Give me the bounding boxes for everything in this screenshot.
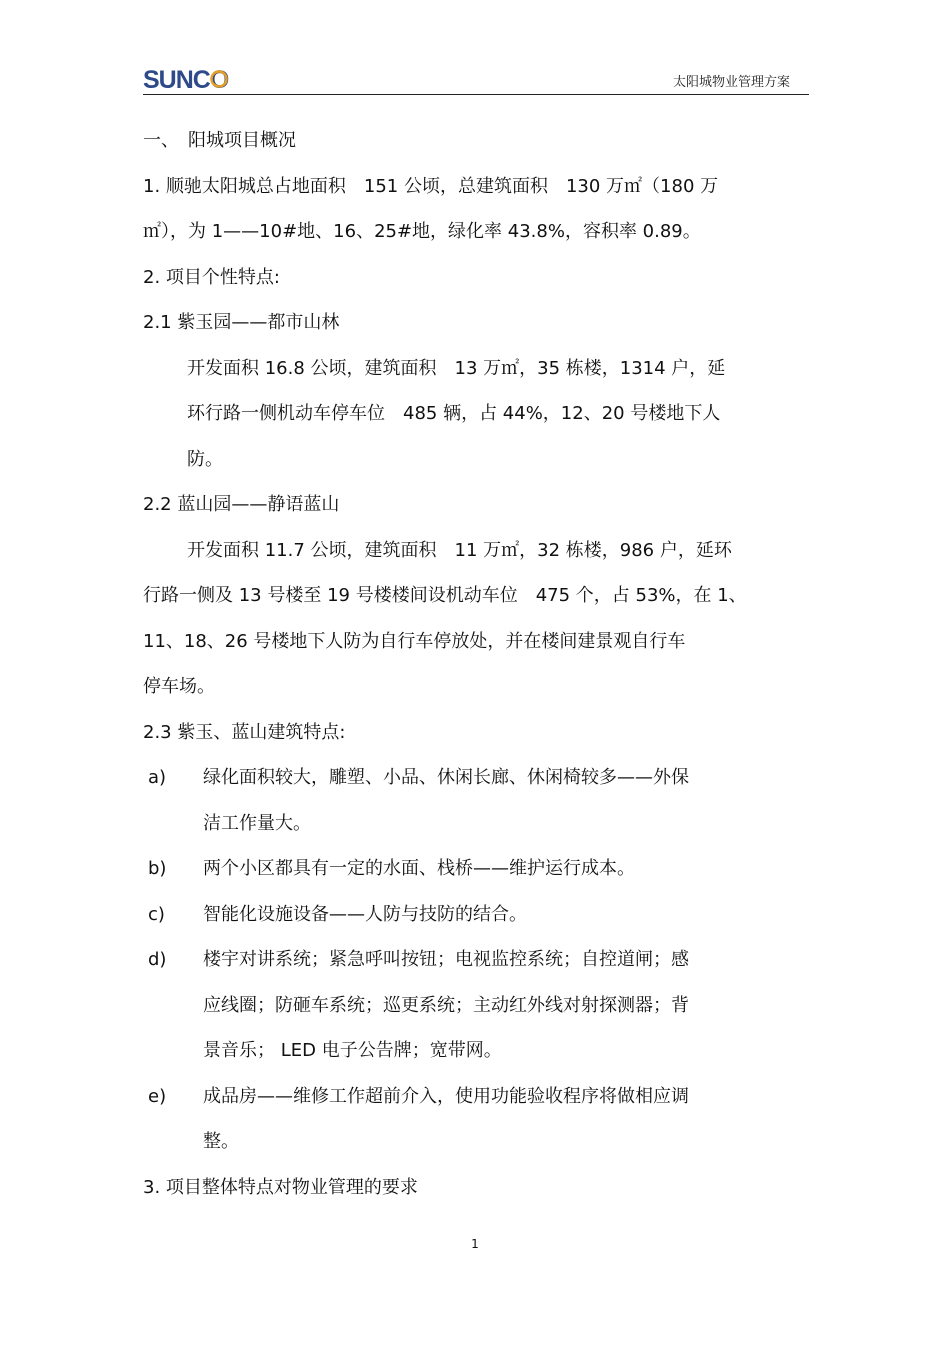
list-item-c xyxy=(143,892,809,938)
list-item-b xyxy=(143,846,809,892)
paragraph-3: 3. 项目整体特点对物业管理的要求 xyxy=(143,1176,418,1198)
subsection-2-1-line-1: 开发面积 16.8 公顷，建筑面积 13 万㎡，35 栋楼，1314 户，延 xyxy=(187,357,726,379)
list-item-a xyxy=(143,755,809,846)
page-number: 1 xyxy=(471,1237,479,1251)
list-item-line: 整。 xyxy=(203,1131,239,1152)
list-item-line: 成品房——维修工作超前介入，使用功能验收程序将做相应调 xyxy=(203,1085,689,1107)
list-item-label: b) xyxy=(148,858,167,879)
list-item-line: 洁工作量大。 xyxy=(203,812,311,834)
paragraph-2: 2. 项目个性特点: xyxy=(143,266,280,288)
subsection-2-2-line-2: 行路一侧及 13 号楼至 19 号楼楼间设机动车位 475 个，占 53%，在 1、 xyxy=(143,585,747,606)
list-item-line: 景音乐； LED 电子公告牌；宽带网。 xyxy=(203,1040,502,1061)
list-item-line: 两个小区都具有一定的水面、栈桥——维护运行成本。 xyxy=(203,858,635,879)
list-item-line: 绿化面积较大，雕塑、小品、休闲长廊、休闲椅较多——外保 xyxy=(203,767,689,788)
sunco-logo xyxy=(143,64,231,94)
paragraph-1-line-1: 1. 顺驰太阳城总占地面积 151 公顷，总建筑面积 130 万㎡（180 万 xyxy=(143,175,719,197)
subsection-2-2-line-4: 停车场。 xyxy=(143,676,215,697)
subsection-2-3-title: 2.3 紫玉、蓝山建筑特点: xyxy=(143,721,346,743)
list-item-line: 应线圈；防砸车系统；巡更系统；主动红外线对射探测器；背 xyxy=(203,994,689,1016)
list-item-label: d) xyxy=(148,949,167,970)
header-divider xyxy=(143,94,809,95)
logo-text: SUNCO xyxy=(143,66,229,94)
list-item-d xyxy=(143,937,809,1074)
list-item-e xyxy=(143,1074,809,1165)
list-item-line: 智能化设施设备——人防与技防的结合。 xyxy=(203,903,527,925)
subsection-2-1-line-3: 防。 xyxy=(187,448,223,470)
paragraph-1-line-2: ㎡），为 1——10#地、16、25#地，绿化率 43.8%，容积率 0.89。 xyxy=(143,221,701,242)
list-item-line: 楼宇对讲系统；紧急呼叫按钮；电视监控系统；自控道闸；感 xyxy=(203,949,689,970)
subsection-2-2-line-3: 11、18、26 号楼地下人防为自行车停放处，并在楼间建景观自行车 xyxy=(143,630,686,652)
subsection-2-2-line-1: 开发面积 11.7 公顷，建筑面积 11 万㎡，32 栋楼，986 户，延环 xyxy=(187,539,732,561)
list-item-label: e) xyxy=(148,1085,167,1107)
list-item-label: c) xyxy=(148,903,165,925)
subsection-2-1-title: 2.1 紫玉园——都市山林 xyxy=(143,312,340,333)
subsection-2-1-line-2: 环行路一侧机动车停车位 485 辆，占 44%，12、20 号楼地下人 xyxy=(187,403,721,424)
list-item-label: a) xyxy=(148,767,167,788)
subsection-2-2-title: 2.2 蓝山园——静语蓝山 xyxy=(143,494,340,515)
document-body xyxy=(143,118,809,1210)
section-heading: 一、 阳城项目概况 xyxy=(143,130,296,151)
header-title: 太阳城物业管理方案 xyxy=(672,75,790,90)
